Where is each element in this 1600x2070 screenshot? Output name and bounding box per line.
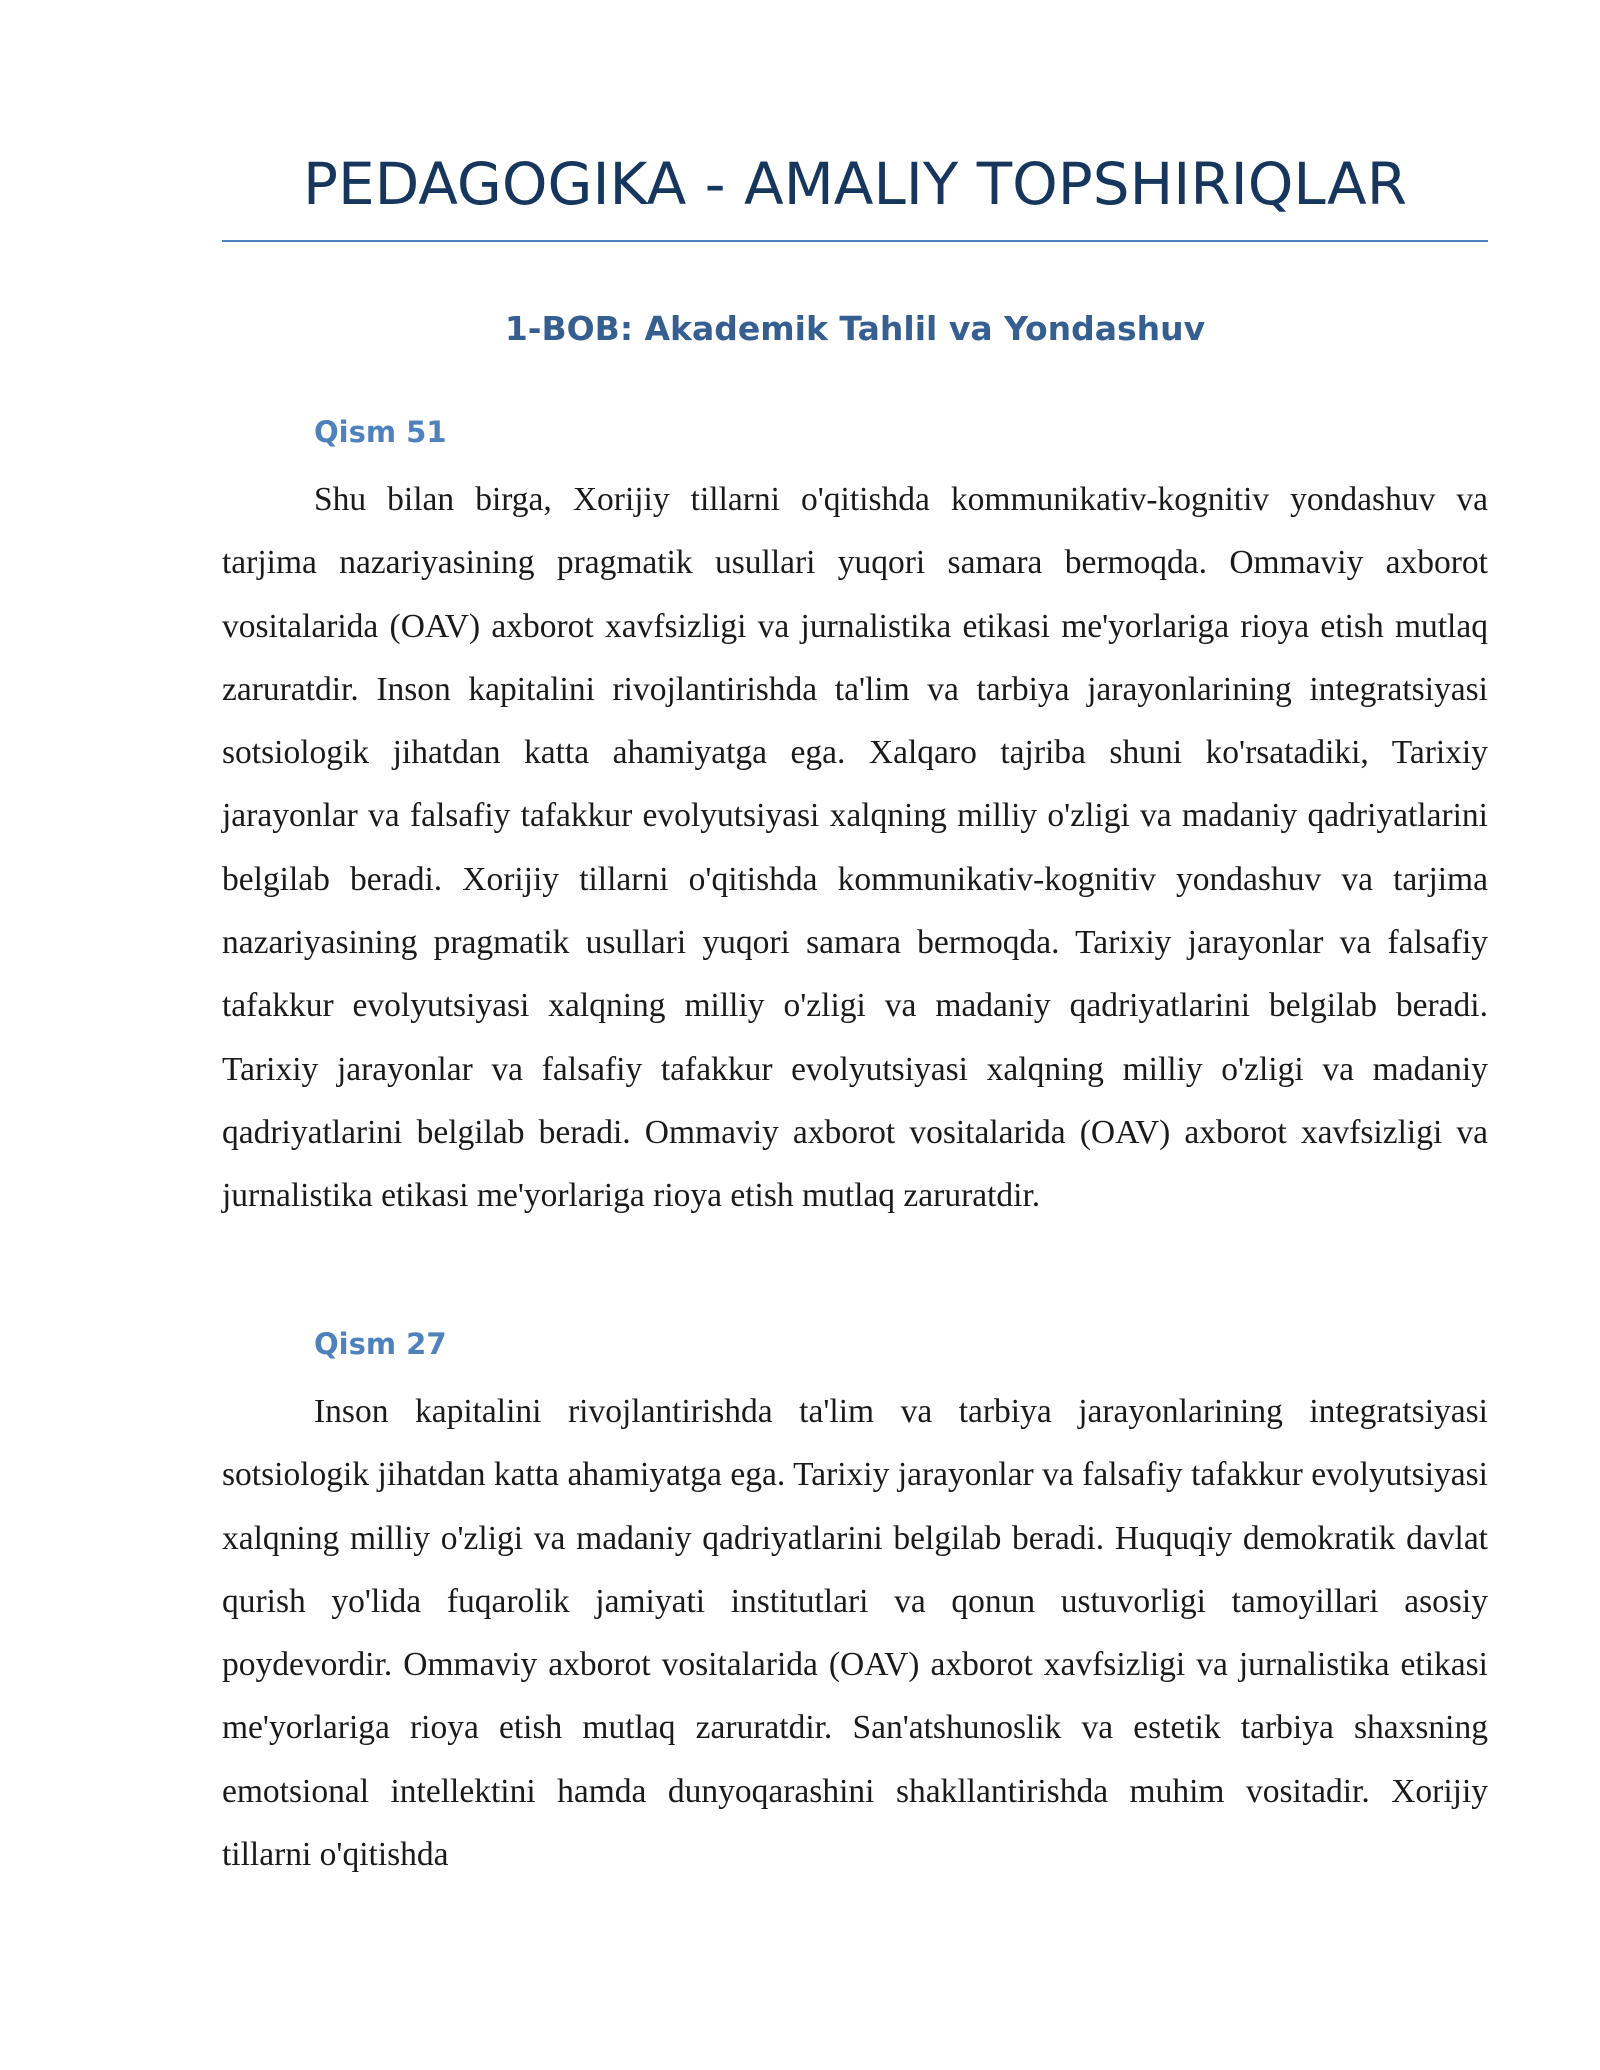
document-title: PEDAGOGIKA - AMALIY TOPSHIRIQLAR <box>302 150 1407 218</box>
section-heading: Qism 51 <box>314 415 447 449</box>
section-paragraph: Shu bilan birga, Xorijiy tillarni o'qitishda kommunikativ-kognitiv yondashuv va tarjima nazariyasining pragmatik usullari yuqori samara bermoqda. Ommaviy axborot vositalarida (OAV) axborot xavfsizligi va jurnalistika etikasi me'yorlariga rioya etish mutlaq zaruratdir. Inson kapitalini rivojlantirishda ta'lim va tarbiya jarayonlarining integratsiyasi sotsiologik jihatdan katta ahamiyatga ega. Xalqaro tajriba shuni ko'rsatadiki, Tarixiy jarayonlar va falsafiy tafakkur evolyutsiyasi xalqning milliy o'zligi va madaniy qadriyatlarini belgilab beradi. Xorijiy tillarni o'qitishda kommunikativ-kognitiv yondashuv va tarjima nazariyasining pragmatik usullari yuqori samara bermoqda. Tarixiy jarayonlar va falsafiy tafakkur evolyutsiyasi xalqning milliy o'zligi va madaniy qadriyatlarini belgilab beradi. Tarixiy jarayonlar va falsafiy tafakkur evolyutsiyasi xalqning milliy o'zligi va madaniy qadriyatlarini belgilab beradi. Ommaviy axborot vositalarida (OAV) axborot xavfsizligi va jurnalistika etikasi me'yorlariga rioya etish mutlaq zaruratdir. <box>222 481 1488 1215</box>
section-paragraph: Inson kapitalini rivojlantirishda ta'lim va tarbiya jarayonlarining integratsiyasi sotsiologik jihatdan katta ahamiyatga ega. Tarixiy jarayonlar va falsafiy tafakkur evolyutsiyasi xalqning milliy o'zligi va madaniy qadriyatlarini belgilab beradi. Huquqiy demokratik davlat qurish yo'lida fuqarolik jamiyati institutlari va qonun ustuvorligi tamoyillari asosiy poydevordir. Ommaviy axborot vositalarida (OAV) axborot xavfsizligi va jurnalistika etikasi me'yorlariga rioya etish mutlaq zaruratdir. San'atshunoslik va estetik tarbiya shaxsning emotsional intellektini hamda dunyoqarashini shakllantirishda muhim vositadir. Xorijiy tillarni o'qitishda <box>222 1393 1488 1874</box>
title-underline <box>222 240 1488 242</box>
chapter-heading: 1-BOB: Akademik Tahlil va Yondashuv <box>504 309 1206 348</box>
section-heading: Qism 27 <box>314 1327 447 1361</box>
